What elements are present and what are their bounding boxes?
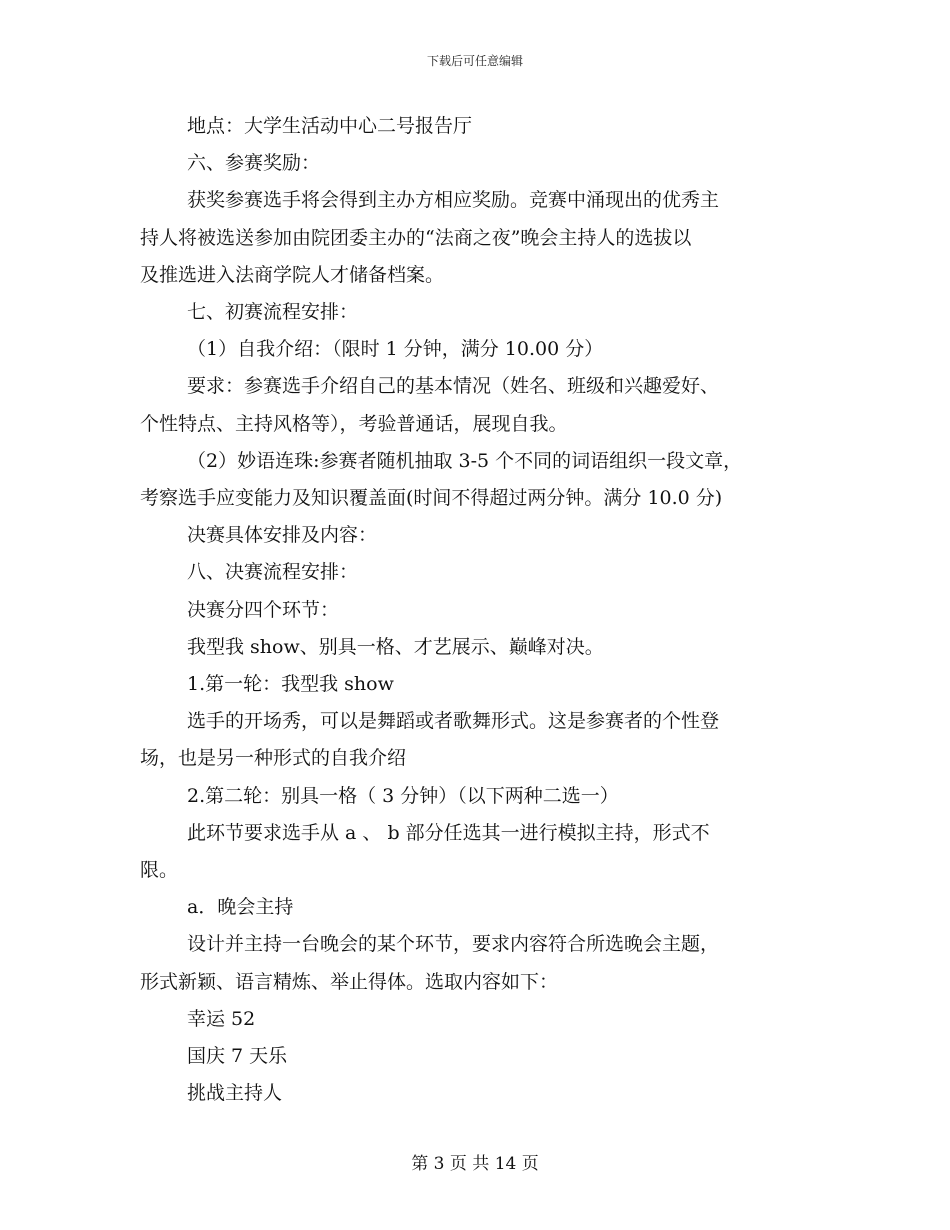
body-line: 六、参赛奖励： bbox=[187, 152, 321, 175]
body-line: 要求：参赛选手介绍自己的基本情况（姓名、班级和兴趣爱好、 bbox=[187, 375, 720, 398]
body-line: 考察选手应变能力及知识覆盖面(时间不得超过两分钟。满分 10.0 分) bbox=[140, 487, 723, 510]
body-line: 限。 bbox=[140, 859, 179, 882]
body-line: 2.第二轮：别具一格（ 3 分钟）（以下两种二选一） bbox=[187, 784, 619, 807]
body-line: 幸运 52 bbox=[187, 1007, 256, 1030]
document-body bbox=[140, 108, 810, 1112]
body-line: （1）自我介绍：（限时 1 分钟，满分 10.00 分） bbox=[187, 338, 604, 361]
body-line: 我型我 show、别具一格、才艺展示、巅峰对决。 bbox=[187, 635, 604, 658]
body-line: 决赛具体安排及内容： bbox=[187, 524, 378, 547]
body-line: 国庆 7 天乐 bbox=[187, 1045, 288, 1068]
body-line: 挑战主持人 bbox=[187, 1082, 283, 1105]
body-line: 选手的开场秀，可以是舞蹈或者歌舞形式。这是参赛者的个性登 bbox=[187, 710, 720, 733]
body-line: a．晚会主持 bbox=[187, 896, 294, 919]
body-line: 形式新颖、语言精炼、举止得体。选取内容如下： bbox=[140, 970, 559, 993]
body-line: 个性特点、主持风格等），考验普通话，展现自我。 bbox=[140, 412, 568, 435]
page-footer: 第 3 页 共 14 页 bbox=[411, 1154, 539, 1174]
page-header: 下载后可任意编辑 bbox=[426, 54, 523, 68]
body-line: 获奖参赛选手将会得到主办方相应奖励。竞赛中涌现出的优秀主 bbox=[187, 189, 720, 212]
body-line: 场，也是另一种形式的自我介绍 bbox=[140, 747, 407, 770]
body-line: 1.第一轮：我型我 show bbox=[187, 673, 394, 696]
body-line: 设计并主持一台晚会的某个环节，要求内容符合所选晚会主题， bbox=[187, 933, 720, 956]
body-line: 及推选进入法商学院人才储备档案。 bbox=[140, 263, 445, 286]
body-line: 七、初赛流程安排： bbox=[187, 301, 359, 324]
body-line: 此环节要求选手从 a 、 b 部分任选其一进行模拟主持，形式不 bbox=[187, 821, 710, 844]
body-line: 持人将被选送参加由院团委主办的“法商之夜”晚会主持人的选拔以 bbox=[140, 226, 692, 249]
body-line: 八、决赛流程安排： bbox=[187, 561, 359, 584]
body-line: 地点：大学生活动中心二号报告厅 bbox=[187, 115, 473, 137]
body-line: 决赛分四个环节： bbox=[187, 598, 340, 621]
body-line: （2）妙语连珠:参赛者随机抽取 3-5 个不同的词语组织一段文章， bbox=[187, 449, 743, 472]
